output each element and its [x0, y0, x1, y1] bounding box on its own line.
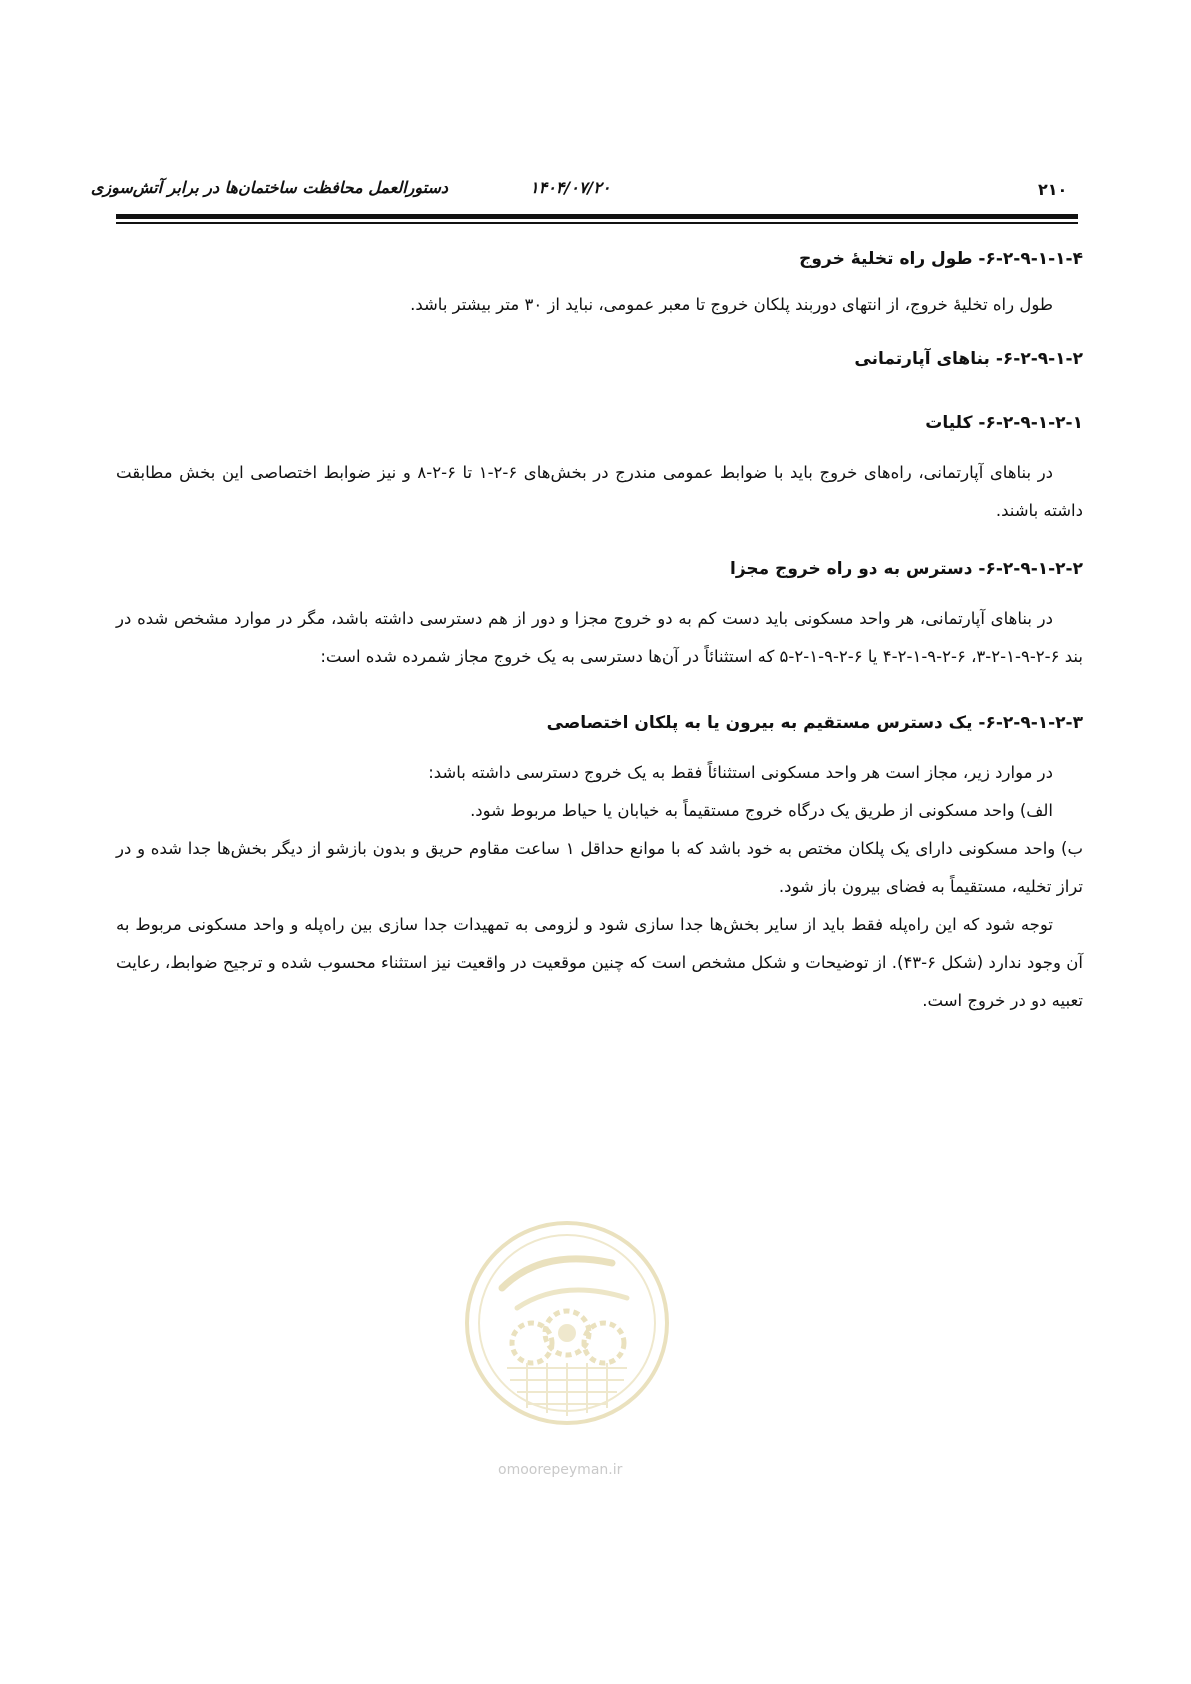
page-content [116, 240, 1083, 1020]
section-heading: ۶-۲-۹-۱-۲-۱- کلیات [925, 413, 1083, 433]
list-intro: در موارد زیر، مجاز است هر واحد مسکونی استثنائاً فقط به یک خروج دسترسی داشته باشد: [428, 763, 1053, 782]
header-rule-thin [116, 222, 1078, 224]
header-date: ۱۴۰۴/۰۷/۲۰ [530, 178, 611, 197]
header-title: دستورالعمل محافظت ساختمان‌ها در برابر آتش‌سوزی [90, 178, 448, 197]
section-paragraph: طول راه تخلیهٔ خروج، از انتهای دوربند پلکان خروج تا معبر عمومی، نباید از ۳۰ متر بیشتر باشد. [410, 295, 1053, 314]
section-heading: ۶-۲-۹-۱-۱-۴- طول راه تخلیهٔ خروج [799, 249, 1083, 269]
section-heading: ۶-۲-۹-۱-۲-۳- یک دسترس مستقیم به بیرون یا به پلکان اختصاصی [546, 713, 1083, 733]
list-item-a: الف) واحد مسکونی از طریق یک درگاه خروج مستقیماً به خیابان یا حیاط مربوط شود. [470, 801, 1053, 820]
section-heading: ۶-۲-۹-۱-۲- بناهای آپارتمانی [854, 349, 1083, 369]
section-heading: ۶-۲-۹-۱-۲-۲- دسترس به دو راه خروج مجزا [730, 559, 1083, 579]
page-number: ۲۱۰ [1038, 180, 1068, 199]
section-paragraph: در بناهای آپارتمانی، راه‌های خروج باید با ضوابط عمومی مندرج در بخش‌های ۶-۲-۱ تا ۶-۲-۸ و نیز ضوابط اختصاصی این بخش مطابقت داشته باشند. [116, 463, 1083, 520]
watermark-site: omoorepeyman.ir [498, 1462, 623, 1478]
page-header [90, 178, 1083, 208]
section-paragraph: در بناهای آپارتمانی، هر واحد مسکونی باید دست کم به دو خروج مجزا و دور از هم دسترسی داشته باشد، مگر در موارد مشخص شده در بند ۶-۲-۹-۱-۲-۳، ۶-۲-۹-۱-۲-۴ یا ۶-۲-۹-۱-۲-۵ که استثنائاً در آن‌ها دسترسی به یک خروج مجاز شمرده شده است: [116, 609, 1083, 666]
watermark-seal-icon [462, 1218, 672, 1428]
header-rule-thick [116, 214, 1078, 219]
list-item-b: ب) واحد مسکونی دارای یک پلکان مختص به خود باشد که با موانع حداقل ۱ ساعت مقاوم حریق و بدون بازشو از دیگر بخش‌ها جدا شده و در تراز تخلیه، مستقیماً به فضای بیرون باز شود. [116, 839, 1083, 896]
note-paragraph: توجه شود که این راه‌پله فقط باید از سایر بخش‌ها جدا سازی شود و لزومی به تمهیدات جدا سازی بین راه‌پله و واحد مسکونی مربوط به آن وجود ندارد (شکل ۶-۴۳). از توضیحات و شکل مشخص است که چنین موقعیت در واقعیت نیز استثناء محسوب شده و ترجیح ضوابط، رعایت تعبیه دو در خروج است. [116, 915, 1083, 1010]
